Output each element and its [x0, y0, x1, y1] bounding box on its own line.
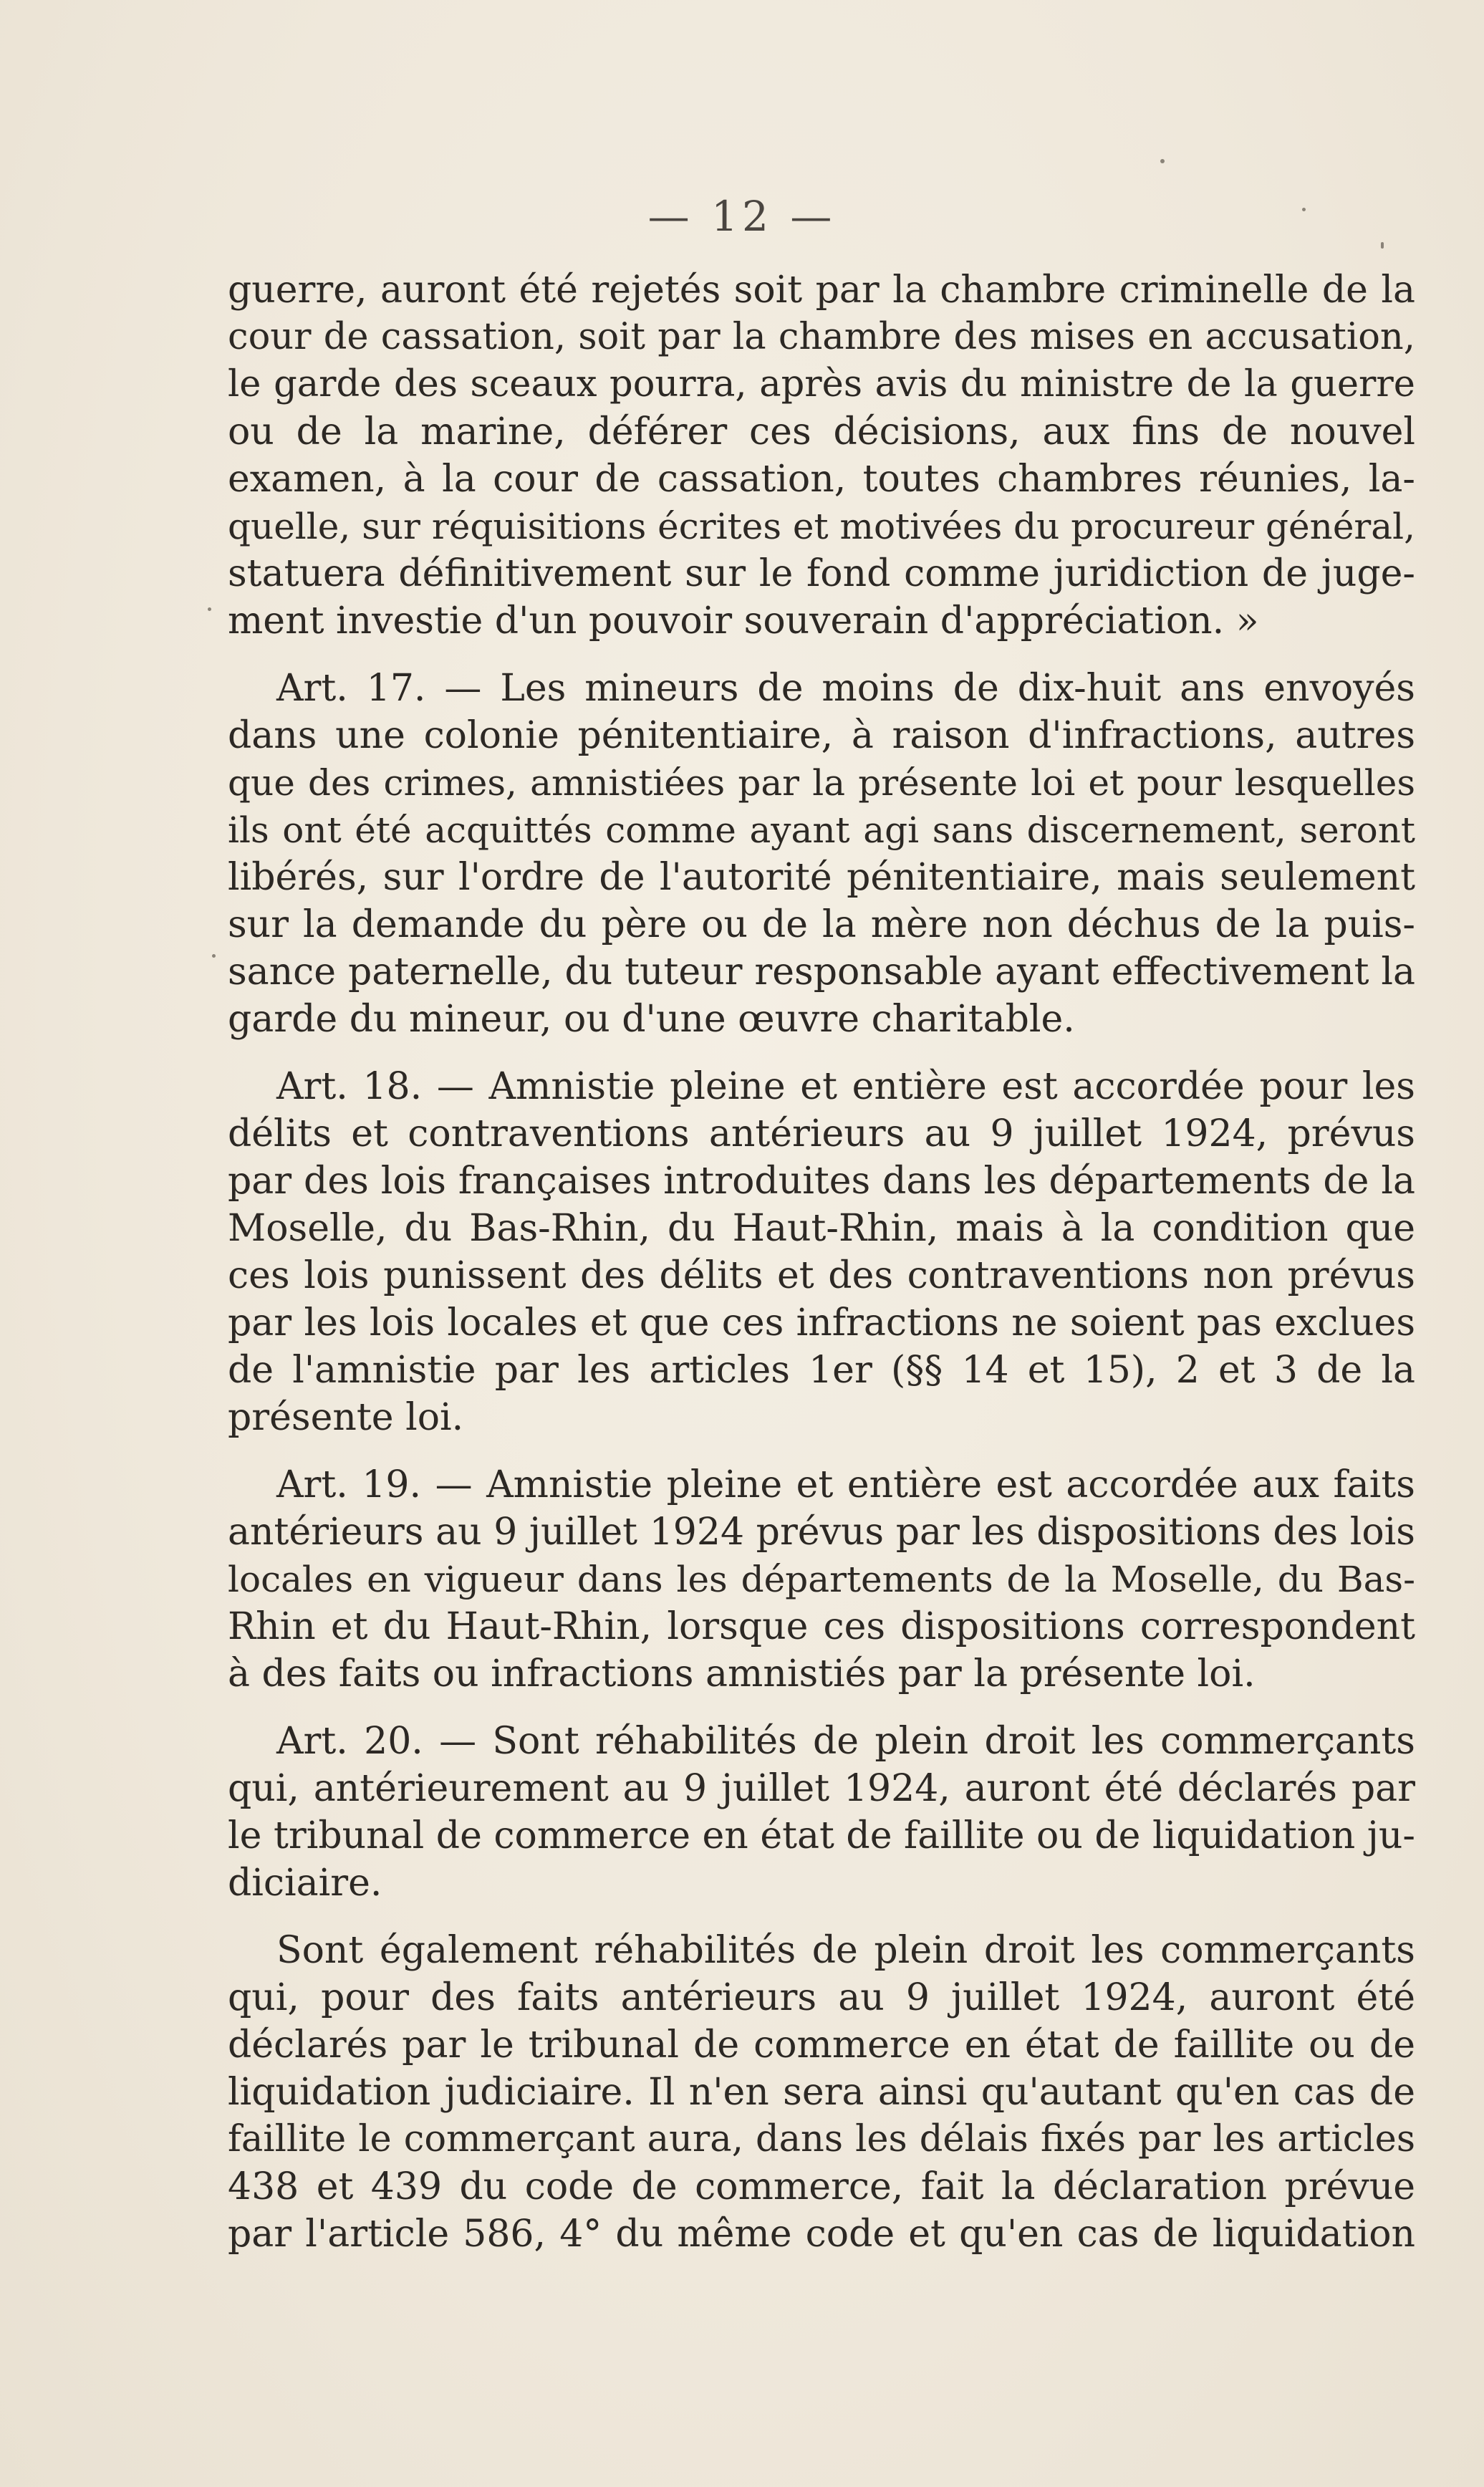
paragraph-continuation [228, 266, 1415, 645]
text-line: présente loi. [228, 1396, 464, 1439]
paper-speck [1302, 208, 1306, 211]
text-line: diciaire. [228, 1862, 382, 1905]
text-line: de l'amnistie par les articles 1er (§§ 14 et 15), 2 et 3 de la [228, 1349, 1415, 1392]
text-line: que des crimes, amnistiées par la présente loi et pour lesquelles [228, 762, 1415, 804]
text-line: cour de cassation, soit par la chambre des mises en accusation, [228, 316, 1415, 358]
text-line: locales en vigueur dans les départements de la Moselle, du Bas- [228, 1559, 1415, 1600]
body-text [228, 266, 1415, 2258]
text-line: Art. 19. — Amnistie pleine et entière est accordée aux faits [276, 1463, 1415, 1506]
text-line: liquidation judiciaire. Il n'en sera ainsi qu'autant qu'en cas de [228, 2071, 1415, 2114]
text-line: quelle, sur réquisitions écrites et motivées du procureur général, [228, 506, 1415, 547]
text-line: par les lois locales et que ces infractions ne soient pas exclues [228, 1302, 1415, 1344]
page-number: — 12 — [647, 192, 837, 241]
text-line: ou de la marine, déférer ces décisions, aux fins de nouvel [228, 410, 1415, 453]
paper-speck [1381, 242, 1384, 249]
paragraph-art-18 [228, 1063, 1415, 1441]
text-line: délits et contraventions antérieurs au 9 juillet 1924, prévus [228, 1112, 1415, 1155]
paper-speck [208, 607, 211, 611]
text-line: par l'article 586, 4° du même code et qu'en cas de liquidation [228, 2213, 1415, 2256]
text-line: le tribunal de commerce en état de faillite ou de liquidation ju- [228, 1814, 1415, 1857]
text-line: Sont également réhabilités de plein droit les commerçants [276, 1929, 1415, 1972]
text-line: 438 et 439 du code de commerce, fait la déclaration prévue [228, 2165, 1415, 2208]
text-line: antérieurs au 9 juillet 1924 prévus par les dispositions des lois [228, 1511, 1415, 1554]
text-line: déclarés par le tribunal de commerce en état de faillite ou de [228, 2024, 1415, 2067]
text-line: ces lois punissent des délits et des contraventions non prévus [228, 1254, 1415, 1297]
paragraph-art-20-second [228, 1927, 1415, 2258]
paragraph-art-17 [228, 665, 1415, 1043]
text-line: garde du mineur, ou d'une œuvre charitable. [228, 998, 1075, 1041]
text-line: sur la demande du père ou de la mère non déchus de la puis- [228, 903, 1415, 946]
text-line: qui, pour des faits antérieurs au 9 juillet 1924, auront été [228, 1976, 1415, 2019]
text-line: faillite le commerçant aura, dans les délais fixés par les articles [228, 2118, 1415, 2160]
text-line: Art. 20. — Sont réhabilités de plein droit les commerçants [276, 1720, 1415, 1763]
text-line: dans une colonie pénitentiaire, à raison d'infractions, autres [228, 714, 1415, 757]
text-line: Moselle, du Bas-Rhin, du Haut-Rhin, mais à la condition que [228, 1207, 1415, 1250]
text-line: le garde des sceaux pourra, après avis du ministre de la guerre [228, 363, 1415, 405]
text-line: Rhin et du Haut-Rhin, lorsque ces dispositions correspondent [228, 1605, 1415, 1648]
text-line: examen, à la cour de cassation, toutes chambres réunies, la- [228, 458, 1415, 501]
paper-speck [1160, 159, 1165, 163]
text-line: guerre, auront été rejetés soit par la chambre criminelle de la [228, 269, 1415, 312]
text-line: sance paternelle, du tuteur responsable ayant effectivement la [228, 951, 1415, 994]
text-line: ils ont été acquittés comme ayant agi sans discernement, seront [228, 809, 1415, 851]
paragraph-art-20 [228, 1718, 1415, 1907]
text-line: qui, antérieurement au 9 juillet 1924, auront été déclarés par [228, 1767, 1415, 1810]
paragraph-art-19 [228, 1461, 1415, 1698]
text-line: à des faits ou infractions amnistiés par la présente loi. [228, 1653, 1256, 1695]
text-line: statuera définitivement sur le fond comme juridiction de juge- [228, 552, 1415, 595]
text-line: Art. 18. — Amnistie pleine et entière est accordée pour les [276, 1065, 1415, 1108]
text-line: Art. 17. — Les mineurs de moins de dix-huit ans envoyés [276, 667, 1415, 710]
text-line: ment investie d'un pouvoir souverain d'appréciation. » [228, 600, 1259, 643]
paper-speck [212, 954, 216, 958]
text-line: par des lois françaises introduites dans les départements de la [228, 1160, 1415, 1203]
text-line: libérés, sur l'ordre de l'autorité pénitentiaire, mais seulement [228, 856, 1415, 899]
